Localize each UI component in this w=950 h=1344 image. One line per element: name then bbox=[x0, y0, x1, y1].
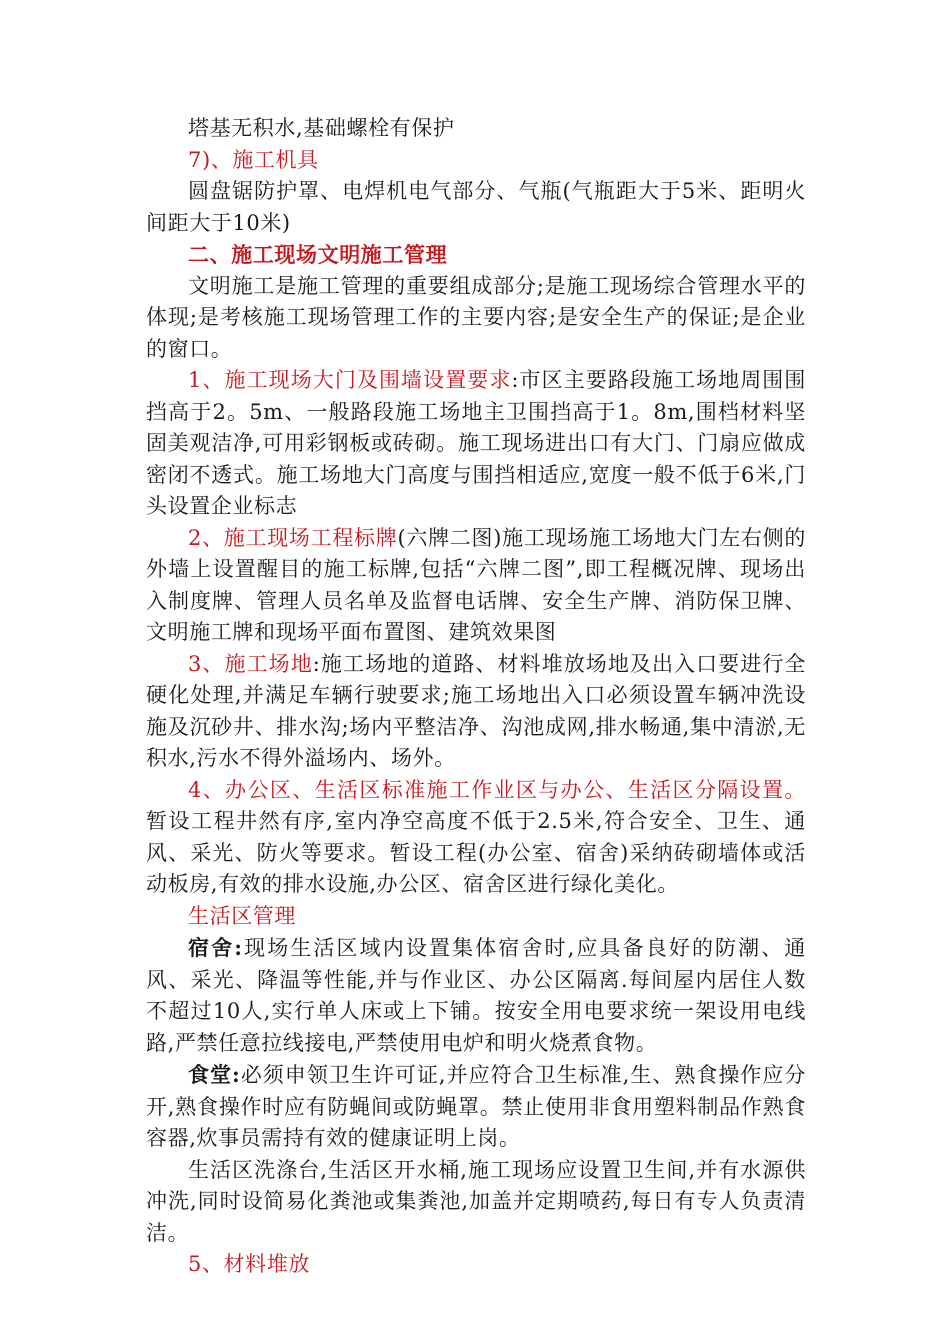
heading-text: 生活区管理 bbox=[188, 903, 296, 928]
paragraph-dormitory bbox=[146, 932, 806, 1059]
item-label: 4、办公区、生活区标准施工作业区与办公、生活区分隔设置。 bbox=[188, 777, 806, 802]
dorm-text: 现场生活区域内设置集体宿舍时,应具备良好的防潮、通风、采光、降温等性能,并与作业区、办公区隔离.每间屋内居住人数不超过10人,实行单人床或上下铺。按安全用电要求统一架设用电线路,严禁任意拉线接电,严禁使用电炉和明火烧煮食物。 bbox=[146, 936, 806, 1055]
item-text: :市区主要路段施工场地周围围挡高于2。5m、一般路段施工场地主卫围挡高于1。8m,围档材料坚固美观洁净,可用彩钢板或砖砌。施工现场进出口有大门、门扇应做成密闭不透式。施工场地大门高度与围挡相适应,宽度一般不低于6米,门头设置企业标志 bbox=[146, 368, 806, 518]
item-text: :施工场地的道路、材料堆放场地及出入口要进行全硬化处理,并满足车辆行驶要求;施工场地出入口必须设置车辆冲洗设施及沉砂井、排水沟;场内平整洁净、沟池成网,排水畅通,集中清淤,无积水,污水不得外溢场内、场外。 bbox=[146, 651, 806, 770]
paragraph-text: 生活区洗涤台,生活区开水桶,施工现场应设置卫生间,并有水源供冲洗,同时设简易化粪池或集粪池,加盖并定期喷药,每日有专人负责清洁。 bbox=[146, 1157, 806, 1245]
heading-living-area bbox=[146, 901, 806, 933]
dorm-label: 宿舍: bbox=[188, 935, 243, 960]
heading-text: 二、施工现场文明施工管理 bbox=[188, 242, 448, 267]
paragraph-intro bbox=[146, 271, 806, 366]
heading-section-2 bbox=[146, 239, 806, 271]
item-site bbox=[146, 649, 806, 775]
document-body bbox=[146, 113, 806, 1281]
paragraph-text: 文明施工是施工管理的重要组成部分;是施工现场综合管理水平的体现;是考核施工现场管理工作的主要内容;是安全生产的保证;是企业的窗口。 bbox=[146, 273, 806, 361]
heading-text: 5、材料堆放 bbox=[188, 1252, 310, 1276]
heading-materials bbox=[146, 1249, 806, 1281]
paragraph-text: 圆盘锯防护罩、电焊机电气部分、气瓶(气瓶距大于5米、距明火间距大于10米) bbox=[146, 179, 806, 235]
item-signboards bbox=[146, 523, 806, 649]
heading-text: 7)、施工机具 bbox=[188, 147, 319, 172]
item-label: 1、施工现场大门及围墙设置要求 bbox=[188, 368, 512, 392]
item-office-living bbox=[146, 775, 806, 901]
paragraph-tower-base bbox=[146, 113, 806, 145]
paragraph-tools bbox=[146, 176, 806, 239]
canteen-label: 食堂: bbox=[188, 1062, 241, 1087]
canteen-text: 必须申领卫生许可证,并应符合卫生标准,生、熟食操作应分开,熟食操作时应有防蝇间或防蝇罩。禁止使用非食用塑料制品作熟食容器,炊事员需持有效的健康证明上岗。 bbox=[146, 1063, 806, 1150]
item-label: 3、施工场地 bbox=[188, 651, 313, 676]
paragraph-washing bbox=[146, 1155, 806, 1250]
item-text: (六牌二图)施工现场施工场地大门左右侧的外墙上设置醒目的施工标牌,包括“六牌二图”,即工程概况牌、现场出入制度牌、管理人员名单及监督电话牌、安全生产牌、消防保卫牌、文明施工牌和现场平面布置图、建筑效果图 bbox=[146, 525, 806, 644]
paragraph-canteen bbox=[146, 1059, 806, 1155]
paragraph-text: 塔基无积水,基础螺栓有保护 bbox=[188, 116, 455, 140]
item-gate-wall bbox=[146, 365, 806, 523]
item-text: 暂设工程井然有序,室内净空高度不低于2.5米,符合安全、卫生、通风、采光、防火等要求。暂设工程(办公室、宿舍)采纳砖砌墙体或活动板房,有效的排水设施,办公区、宿舍区进行绿化美化。 bbox=[146, 809, 806, 896]
item-label: 2、施工现场工程标牌 bbox=[188, 525, 398, 550]
heading-construction-tools bbox=[146, 145, 806, 177]
